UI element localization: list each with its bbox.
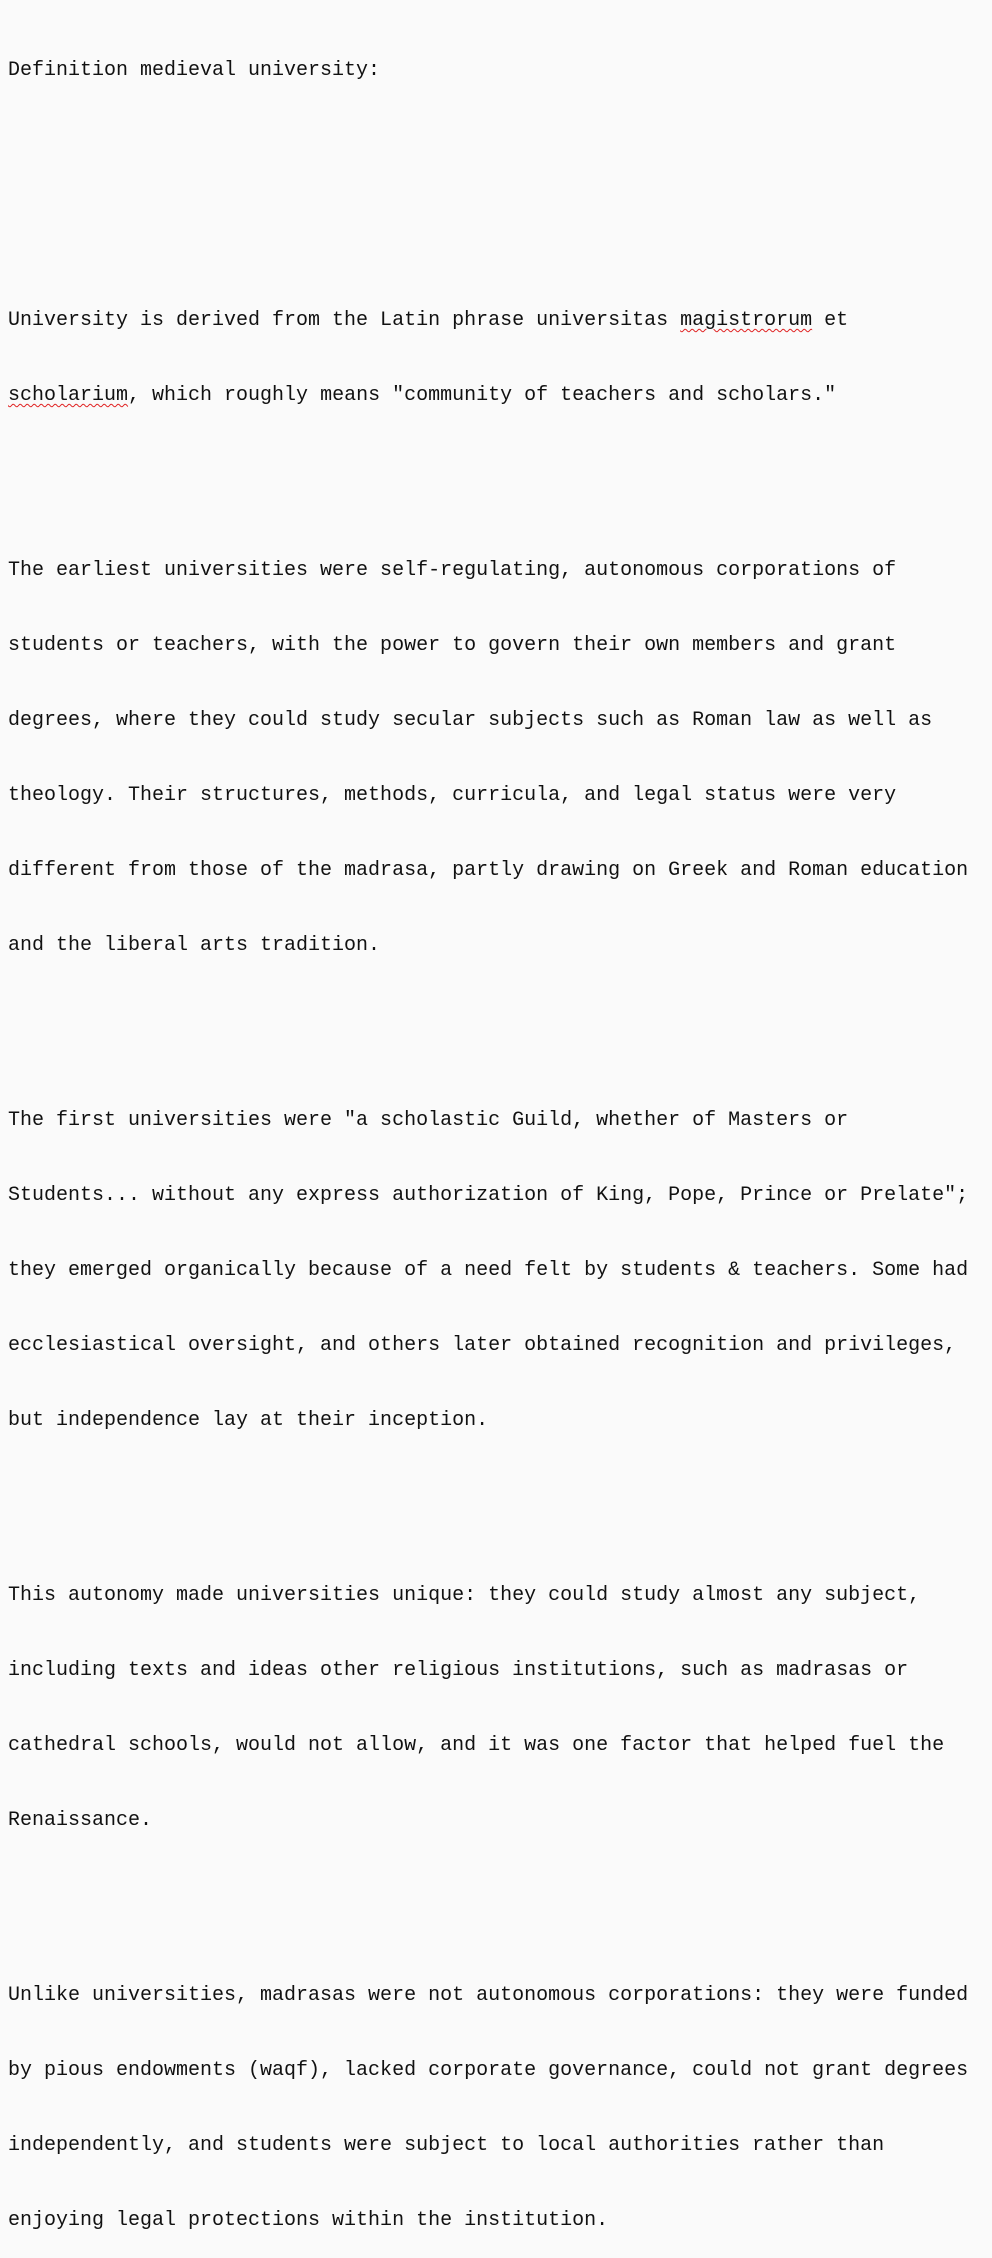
paragraph-5-line: independently, and students were subject to local authorities rather than [8, 2134, 885, 2157]
blank-line [8, 208, 992, 233]
paragraph-4-line: Renaissance. [8, 1809, 153, 1832]
paragraph-2-line: students or teachers, with the power to govern their own members and grant [8, 634, 897, 657]
paragraph-4-line: This autonomy made universities unique: they could study almost any subject, [8, 1584, 921, 1607]
paragraph-2-line: different from those of the madrasa, partly drawing on Greek and Roman education [8, 859, 969, 882]
paragraph-2-line: and the liberal arts tradition. [8, 934, 381, 957]
paragraph-4-line: including texts and ideas other religious institutions, such as madrasas or [8, 1659, 909, 1682]
paragraph-4-line: cathedral schools, would not allow, and it was one factor that helped fuel the [8, 1734, 945, 1757]
text-segment: University is derived from the Latin phrase universitas [8, 309, 681, 332]
paragraph-3-line: they emerged organically because of a need felt by students & teachers. Some had [8, 1259, 969, 1282]
paragraph-5-line: enjoying legal protections within the institution. [8, 2209, 609, 2232]
text-segment: et [812, 309, 849, 332]
paragraph-1-line-2 [8, 383, 992, 408]
text-segment: , which roughly means "community of teachers and scholars." [128, 384, 837, 407]
paragraph-2-line: degrees, where they could study secular subjects such as Roman law as well as [8, 709, 933, 732]
misspelled-word[interactable]: magistrorum [680, 309, 813, 332]
paragraph-2-line: theology. Their structures, methods, curricula, and legal status were very [8, 784, 897, 807]
blank-line [8, 1883, 992, 1908]
paragraph-3-line: ecclesiastical oversight, and others later obtained recognition and privileges, [8, 1334, 957, 1357]
paragraph-3-line: The first universities were "a scholastic Guild, whether of Masters or [8, 1109, 849, 1132]
paragraph-3-line: Students... without any express authorization of King, Pope, Prince or Prelate"; [8, 1184, 969, 1207]
misspelled-word[interactable]: scholarium [8, 384, 129, 407]
document-heading: Definition medieval university: [8, 59, 381, 82]
blank-line [8, 1008, 992, 1033]
blank-line [8, 1483, 992, 1508]
paragraph-3-line: but independence lay at their inception. [8, 1409, 489, 1432]
paragraph-1-line-1 [8, 308, 992, 333]
paragraph-5-line: by pious endowments (waqf), lacked corporate governance, could not grant degrees [8, 2059, 969, 2082]
blank-line [8, 458, 992, 483]
paragraph-5-line: Unlike universities, madrasas were not autonomous corporations: they were funded [8, 1984, 969, 2007]
blank-line [8, 133, 992, 158]
paragraph-2-line: The earliest universities were self-regulating, autonomous corporations of [8, 559, 897, 582]
